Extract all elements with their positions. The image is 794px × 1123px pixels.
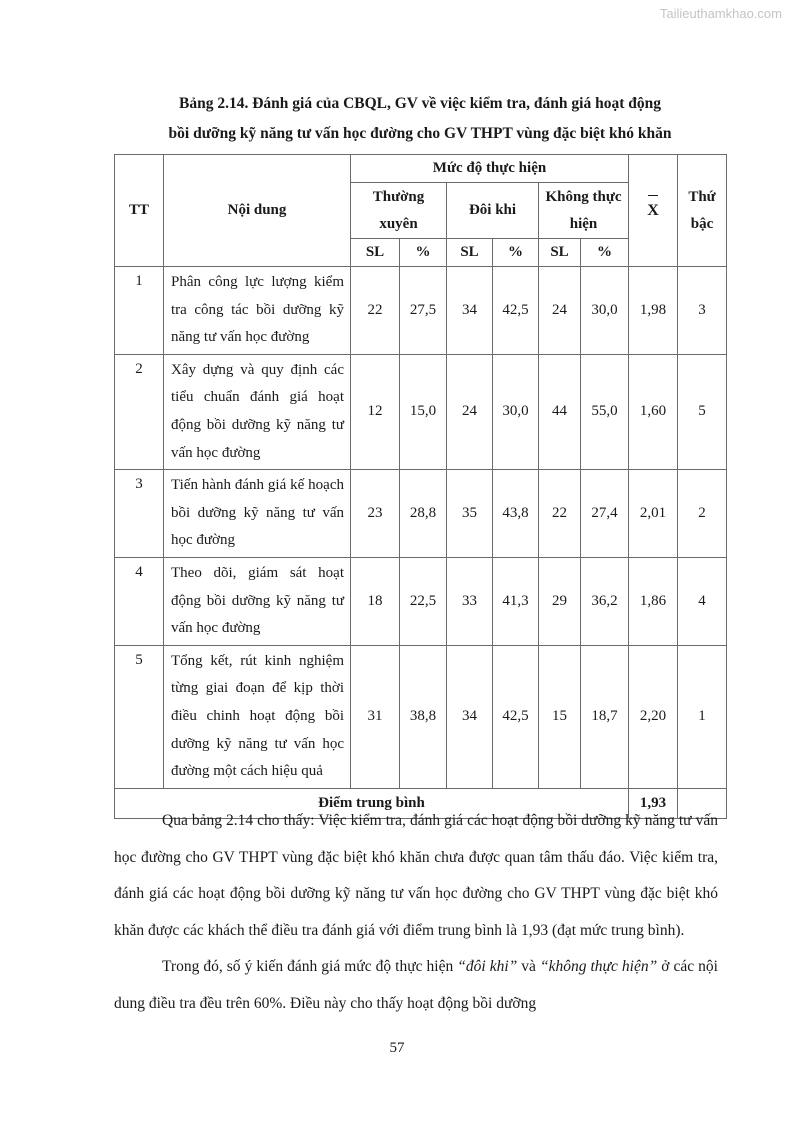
cell-mean: 1,86 (629, 557, 678, 645)
cell-sometimes-sl: 33 (447, 557, 493, 645)
header-never-pct: % (581, 239, 629, 267)
page-number: 57 (389, 1040, 405, 1056)
cell-content: Xây dựng và quy định các tiểu chuẩn đánh giá hoạt động bồi dưỡng kỹ năng tư vấn học đường (164, 354, 351, 469)
cell-rank: 1 (678, 645, 727, 788)
cell-content: Phân công lực lượng kiểm tra công tác bồi dưỡng kỹ năng tư vấn học đường (164, 267, 351, 355)
cell-often-sl: 18 (351, 557, 400, 645)
cell-mean: 1,98 (629, 267, 678, 355)
cell-sometimes-pct: 30,0 (493, 354, 539, 469)
cell-sometimes-pct: 42,5 (493, 645, 539, 788)
cell-sometimes-pct: 41,3 (493, 557, 539, 645)
cell-sometimes-sl: 34 (447, 267, 493, 355)
cell-often-sl: 12 (351, 354, 400, 469)
evaluation-table (114, 154, 727, 819)
table-row (115, 354, 727, 469)
header-mean (629, 155, 678, 267)
header-never-sl: SL (539, 239, 581, 267)
cell-often-pct: 15,0 (400, 354, 447, 469)
cell-often-sl: 31 (351, 645, 400, 788)
cell-rank: 5 (678, 354, 727, 469)
header-sometimes: Đôi khi (447, 183, 539, 239)
cell-never-sl: 24 (539, 267, 581, 355)
cell-tt: 4 (115, 557, 164, 645)
cell-tt: 3 (115, 470, 164, 558)
table-row (115, 470, 727, 558)
cell-sometimes-sl: 34 (447, 645, 493, 788)
cell-often-sl: 23 (351, 470, 400, 558)
cell-sometimes-sl: 35 (447, 470, 493, 558)
table-row (115, 645, 727, 788)
cell-mean: 1,60 (629, 354, 678, 469)
cell-sometimes-pct: 43,8 (493, 470, 539, 558)
header-level-group: Mức độ thực hiện (351, 155, 629, 183)
table-caption-line-1: Bảng 2.14. Đánh giá của CBQL, GV về việc kiểm tra, đánh giá hoạt động (179, 95, 661, 112)
cell-never-pct: 36,2 (581, 557, 629, 645)
x-bar-symbol: X (647, 197, 659, 224)
cell-never-pct: 27,4 (581, 470, 629, 558)
header-never-label: Không thực hiện (545, 188, 622, 232)
cell-never-pct: 18,7 (581, 645, 629, 788)
cell-often-pct: 27,5 (400, 267, 447, 355)
header-often-label: Thường xuyên (372, 188, 425, 232)
header-rank (678, 155, 727, 267)
cell-never-sl: 22 (539, 470, 581, 558)
paragraph-2-conj: và (517, 958, 540, 975)
cell-never-sl: 44 (539, 354, 581, 469)
quote-never: “không thực hiện” (539, 958, 658, 975)
cell-sometimes-pct: 42,5 (493, 267, 539, 355)
cell-often-sl: 22 (351, 267, 400, 355)
cell-never-sl: 15 (539, 645, 581, 788)
cell-mean: 2,01 (629, 470, 678, 558)
cell-rank: 3 (678, 267, 727, 355)
cell-tt: 1 (115, 267, 164, 355)
header-never (539, 183, 629, 239)
cell-often-pct: 38,8 (400, 645, 447, 788)
header-content: Nội dung (164, 155, 351, 267)
cell-never-pct: 30,0 (581, 267, 629, 355)
quote-sometimes: “đôi khi” (457, 958, 518, 975)
header-sometimes-pct: % (493, 239, 539, 267)
cell-sometimes-sl: 24 (447, 354, 493, 469)
header-often (351, 183, 447, 239)
paragraph-1: Qua bảng 2.14 cho thấy: Việc kiểm tra, đánh giá các hoạt động bồi dưỡng kỹ năng tư vấn học đường cho GV THPT vùng đặc biệt khó khăn chưa được quan tâm thấu đáo. Việc kiểm tra, đánh giá các hoạt động bồi dưỡng kỹ năng tư vấn học đường cho GV THPT vùng đặc biệt khó khăn được các khách thể điều tra đánh giá với điểm trung bình là 1,93 (đạt mức trung bình). (114, 812, 718, 939)
cell-often-pct: 28,8 (400, 470, 447, 558)
cell-content: Tổng kết, rút kinh nghiệm từng giai đoạn để kịp thời điều chinh hoạt động bồi dưỡng kỹ năng tư vấn học đường một cách hiệu quả (164, 645, 351, 788)
table-row (115, 267, 727, 355)
paragraph-2-rest: ở các nội dung điều tra đều trên 60%. Điều này cho thấy hoạt động bồi dưỡng (114, 958, 718, 1012)
cell-rank: 4 (678, 557, 727, 645)
average-mean: 1,93 (629, 788, 678, 818)
header-often-sl: SL (351, 239, 400, 267)
paragraph-2-text: Trong đó, số ý kiến đánh giá mức độ thực hiện (162, 958, 458, 975)
cell-mean: 2,20 (629, 645, 678, 788)
cell-tt: 2 (115, 354, 164, 469)
header-rank-label: Thứ bậc (688, 188, 716, 232)
cell-content: Tiến hành đánh giá kế hoạch bồi dưỡng kỹ năng tư vấn học đường (164, 470, 351, 558)
paragraph-detail (114, 949, 718, 1022)
table-caption-line-2: bồi dưỡng kỹ năng tư vấn học đường cho GV THPT vùng đặc biệt khó khăn (168, 125, 672, 142)
cell-never-sl: 29 (539, 557, 581, 645)
cell-content: Theo dõi, giám sát hoạt động bồi dưỡng kỹ năng tư vấn học đường (164, 557, 351, 645)
cell-rank: 2 (678, 470, 727, 558)
cell-often-pct: 22,5 (400, 557, 447, 645)
table-row (115, 557, 727, 645)
paragraph-2 (114, 949, 718, 1022)
average-label: Điểm trung bình (115, 788, 629, 818)
watermark: Tailieuthamkhao.com (659, 6, 782, 21)
cell-tt: 5 (115, 645, 164, 788)
header-often-pct: % (400, 239, 447, 267)
header-sometimes-sl: SL (447, 239, 493, 267)
cell-never-pct: 55,0 (581, 354, 629, 469)
paragraph-summary (114, 803, 718, 949)
header-tt: TT (115, 155, 164, 267)
